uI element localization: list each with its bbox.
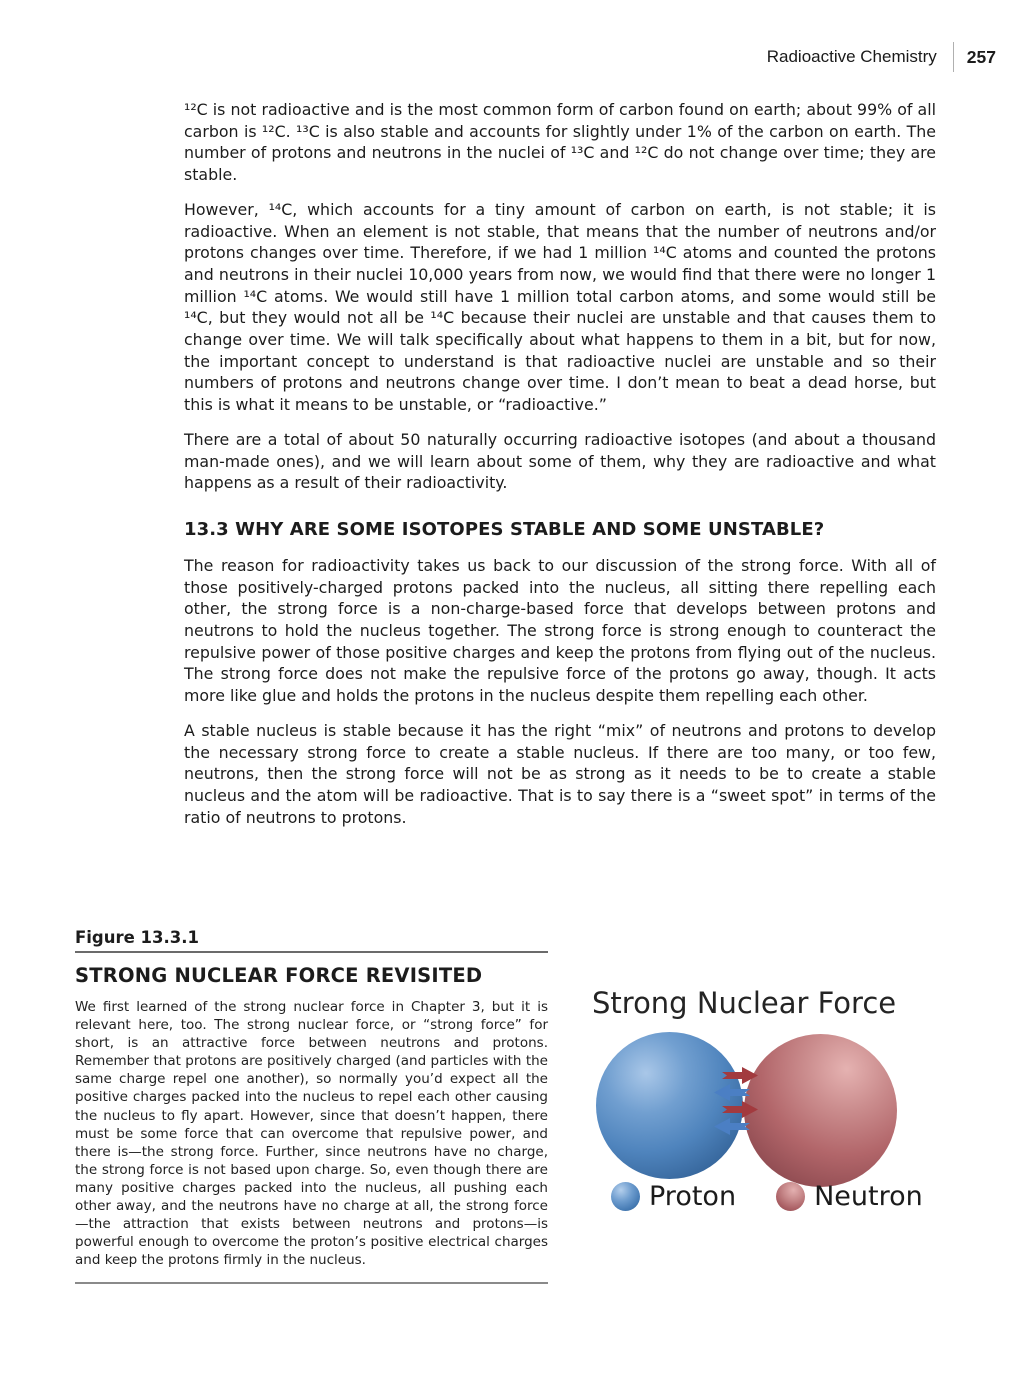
body-paragraph: However, ¹⁴C, which accounts for a tiny amount of carbon on earth, is not stable; it is radioactive. When an element is not stable, that means that the number of neutrons and/or protons changes over time. Therefore, if we had 1 million ¹⁴C atoms and counted the protons and neutrons in their nuclei 10,000 years from now, we would find that there were no longer 1 million ¹⁴C atoms. We would still have 1 million total carbon atoms, and some would still be ¹⁴C, but they would not all be ¹⁴C because their nuclei are unstable and that causes them to change over time. We will talk specifically about what happens to them in a bit, but for now, the important concept to understand is that radioactive nuclei are unstable and so their numbers of protons and neutrons change over time. I don’t mean to beat a dead horse, but this is what it means to be unstable, or “radioactive.” (184, 199, 936, 415)
figure-box-body: We first learned of the strong nuclear force in Chapter 3, but it is relevant here, too. The strong nuclear force, or “strong force” for short, is an attractive force between neutrons and protons. Remember that protons are positively charged (and particles with the same charge repel one another), so normally you’d expect all the positive charges packed into the nucleus to repel each other causing the nucleus to fly apart. However, since that doesn’t happen, there must be some force that can overcome that repulsive power, and there is—the strong force. Further, since neutrons have no charge, the strong force is not based upon charge. So, even though there are many positive charges packed into the nucleus, all pushing each other away, and the neutrons have no charge at all, the strong force—the attraction that exists between neutrons and protons—is powerful enough to overcome the proton’s positive electrical charges and keep the protons firmly in the nucleus. (75, 999, 548, 1269)
body-text-column (184, 99, 936, 841)
attraction-arrows (710, 1067, 762, 1139)
force-arrow-left-icon (714, 1084, 750, 1101)
figure-sidebar-box (75, 951, 548, 1284)
proton-legend-label: Proton (649, 1181, 737, 1212)
body-paragraph: ¹²C is not radioactive and is the most common form of carbon found on earth; about 99% of all carbon is ¹²C. ¹³C is also stable and accounts for slightly under 1% of the carbon on earth. The number of protons and neutrons in the nuclei of ¹³C and ¹²C do not change over time; they are stable. (184, 100, 936, 185)
neutron-legend-swatch (776, 1182, 805, 1211)
neutron-legend-label: Neutron (814, 1181, 923, 1212)
figure-box-title: STRONG NUCLEAR FORCE REVISITED (75, 964, 483, 987)
body-paragraph: The reason for radioactivity takes us back to our discussion of the strong force. With all of those positively-charged protons packed into the nucleus, all sitting there repelling each other, the strong force is a non-charge-based force that develops between protons and neutrons to hold the nucleus together. The strong force is strong enough to counteract the repulsive power of those positive charges and keep the protons from flying out of the nucleus. The strong force does not make the repulsive force of the protons go away, though. It acts more like glue and holds the protons in the nucleus despite them repelling each other. (184, 555, 936, 706)
header-divider (953, 42, 954, 72)
body-paragraph: There are a total of about 50 naturally occurring radioactive isotopes (and about a thousand man-made ones), and we will learn about some of them, why they are radioactive and what happens as a result of their radioactivity. (184, 429, 936, 493)
illustration-title: Strong Nuclear Force (592, 986, 897, 1020)
section-heading: 13.3 WHY ARE SOME ISOTOPES STABLE AND SOME UNSTABLE? (184, 518, 825, 540)
body-paragraph: A stable nucleus is stable because it has the right “mix” of neutrons and protons to develop the necessary strong force to create a stable nucleus. If there are too many, or too few, neutrons, then the strong force will not be as strong as it needs to be to create a stable nucleus and the atom will be radioactive. That is to say there is a “sweet spot” in terms of the ratio of neutrons to protons. (184, 720, 936, 827)
running-header (767, 42, 996, 72)
force-arrow-right-icon (722, 1101, 758, 1118)
figure-label: Figure 13.3.1 (75, 928, 200, 947)
force-arrow-right-icon (722, 1067, 758, 1084)
figure-illustration (575, 986, 1023, 1236)
force-arrow-left-icon (714, 1118, 750, 1135)
illustration-legend (611, 1181, 923, 1212)
chapter-title: Radioactive Chemistry (766, 47, 937, 66)
proton-legend-swatch (611, 1182, 640, 1211)
page-number: 257 (966, 46, 996, 67)
neutron-sphere (744, 1034, 897, 1187)
